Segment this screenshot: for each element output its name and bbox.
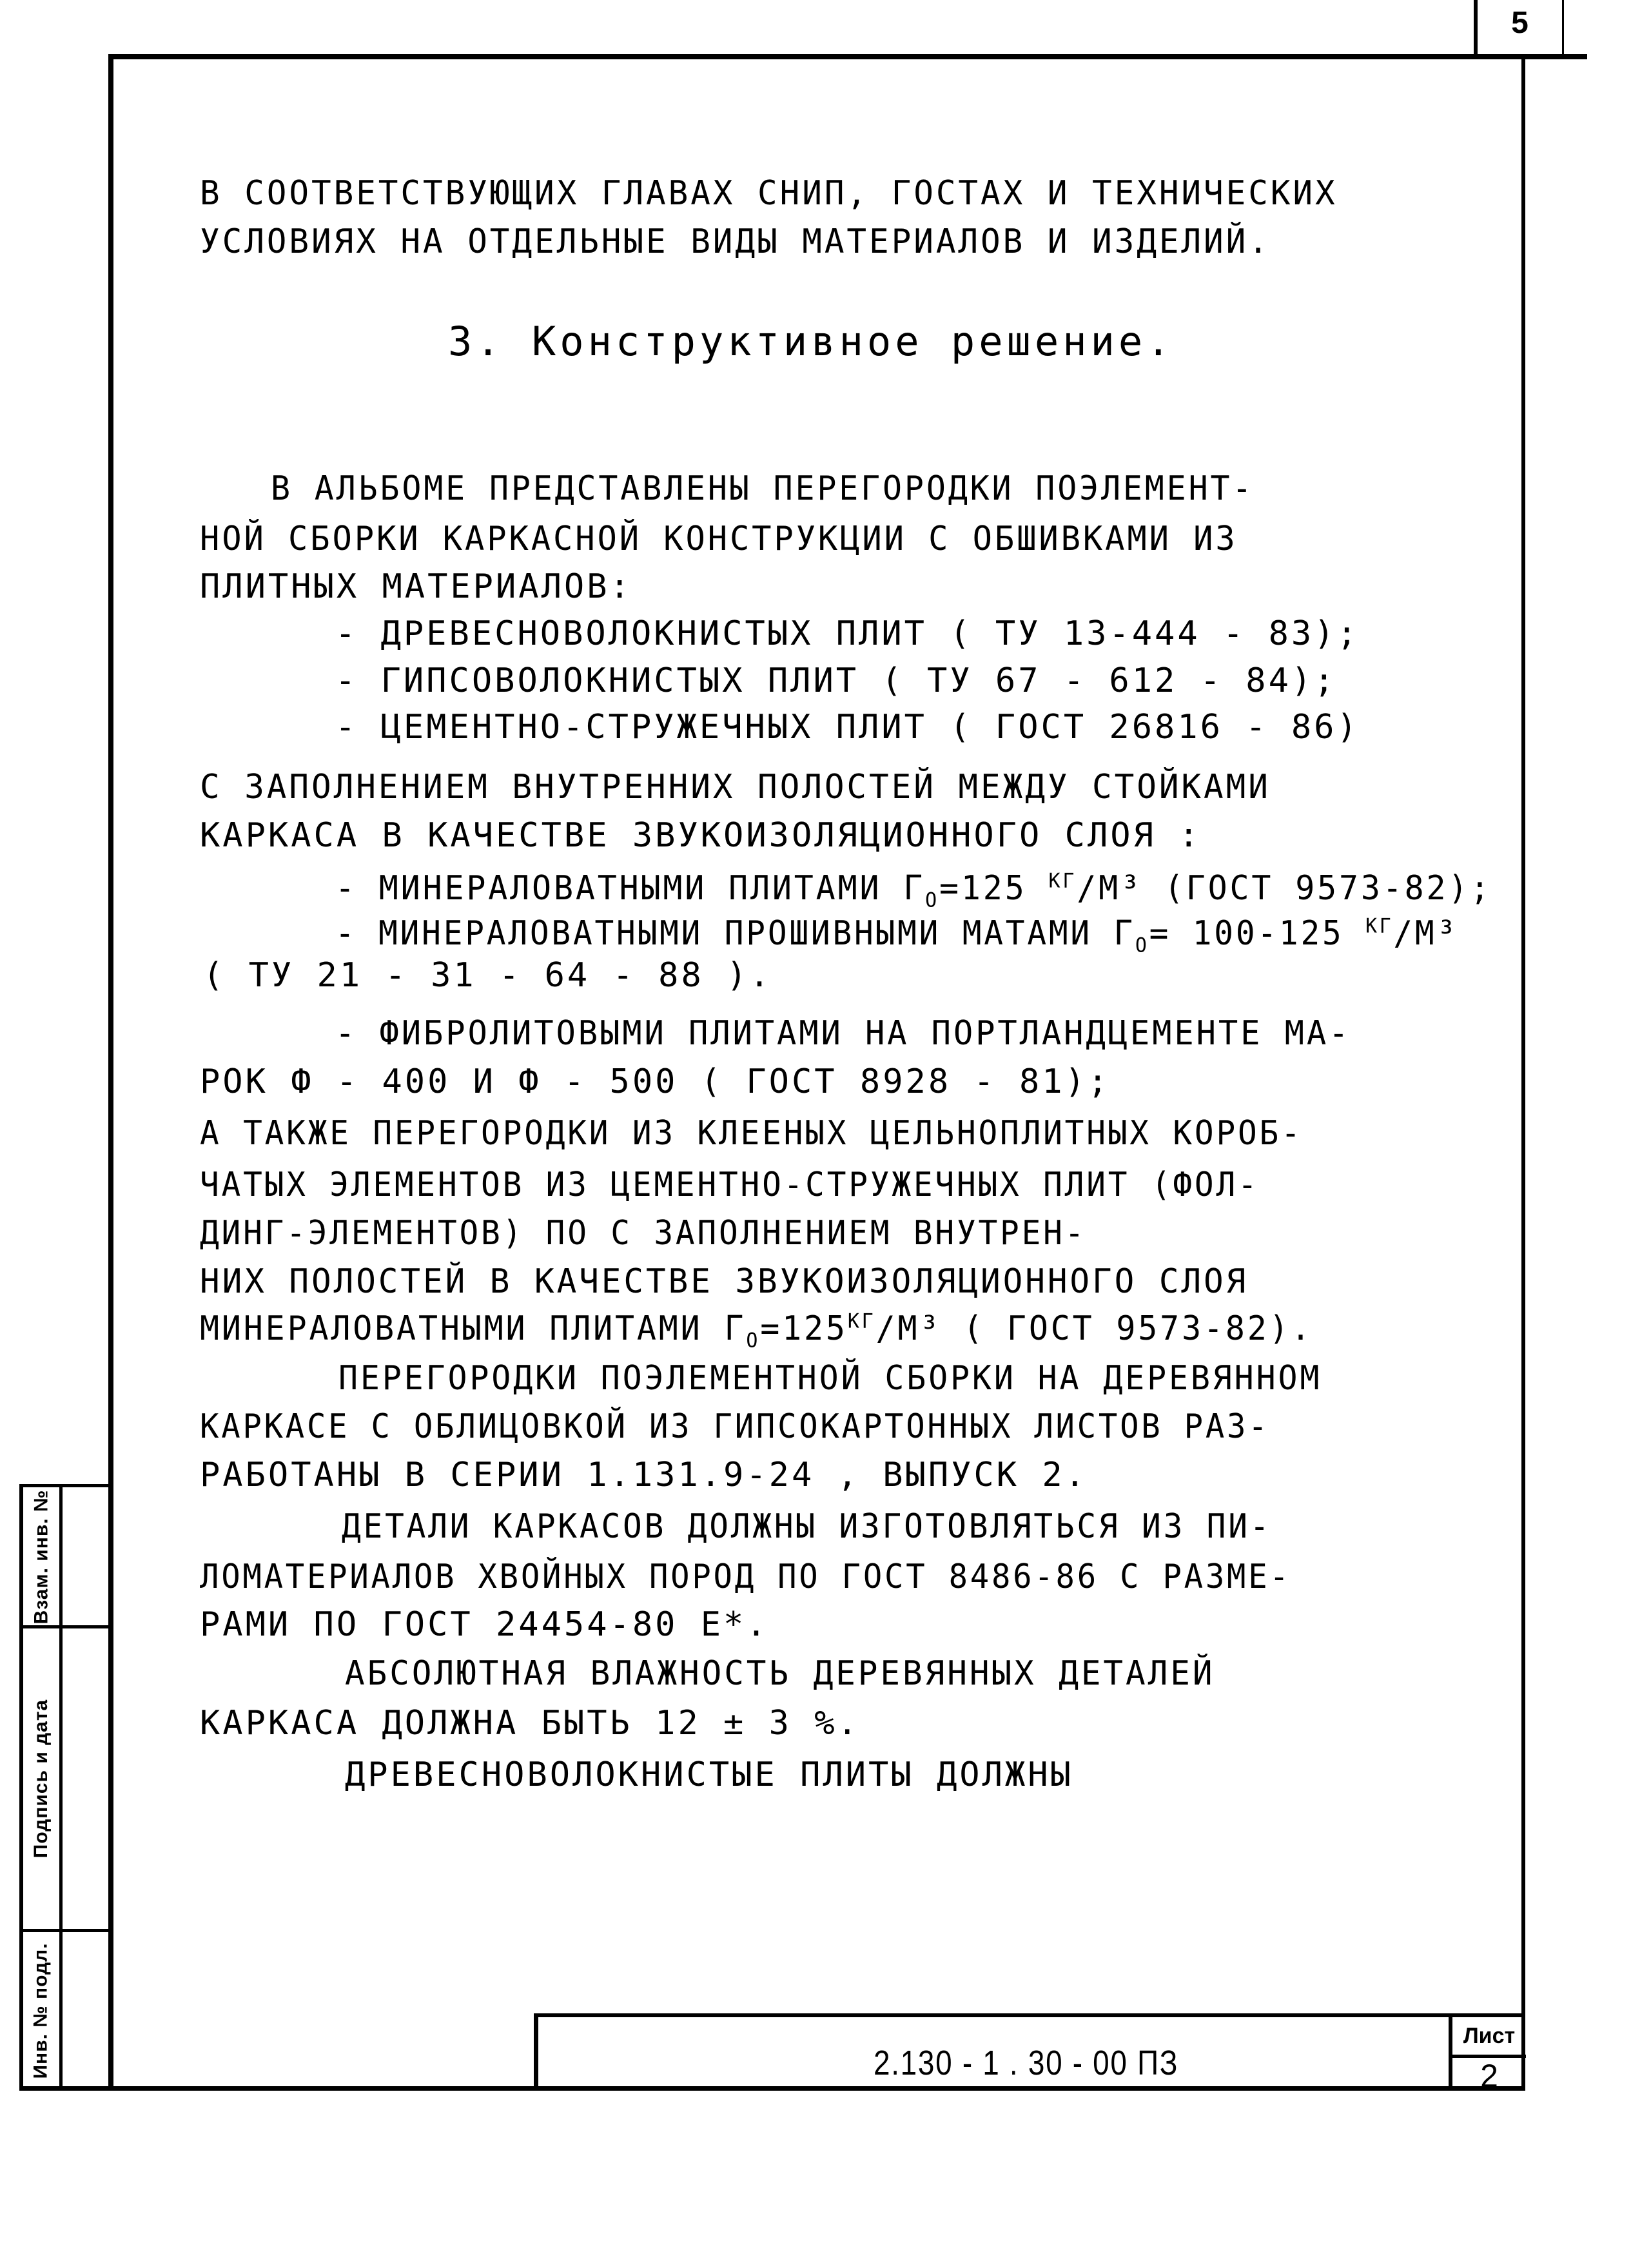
- page-number: 5: [1511, 6, 1529, 40]
- list-item: - ДРЕВЕСНОВОЛОКНИСТЫХ ПЛИТ ( ТУ 13-444 - 83);: [335, 614, 1360, 653]
- item-text: /М³ ( ГОСТ 9573-82).: [875, 1309, 1313, 1348]
- text-line: В СООТВЕТСТВУЮЩИХ ГЛАВАХ СНИП, ГОСТАХ И ТЕХНИЧЕСКИХ: [200, 174, 1338, 213]
- list-item: - ГИПСОВОЛОКНИСТЫХ ПЛИТ ( ТУ 67 - 612 - 84);: [335, 661, 1337, 700]
- density-value: = 100-125: [1149, 914, 1366, 953]
- unit-superscript: КГ: [1365, 914, 1394, 938]
- gamma-subscript: O: [925, 888, 940, 912]
- gamma-subscript: O: [1135, 934, 1149, 957]
- sheet-number: 2: [1480, 2058, 1498, 2094]
- sheet-box: [1449, 2017, 1526, 2094]
- text-line: РАБОТАНЫ В СЕРИИ 1.131.9-24 , ВЫПУСК 2.: [200, 1456, 1088, 1494]
- text-line: А ТАКЖЕ ПЕРЕГОРОДКИ ИЗ КЛЕЕНЫХ ЦЕЛЬНОПЛИТНЫХ КОРОБ-: [200, 1114, 1303, 1153]
- side-stamp: [19, 1484, 113, 2091]
- item-text: - МИНЕРАЛОВАТНЫМИ ПЛИТАМИ Γ: [335, 869, 926, 908]
- text-line: РОК Ф - 400 И Ф - 500 ( ГОСТ 8928 - 81);: [200, 1062, 1111, 1101]
- list-item: - ФИБРОЛИТОВЫМИ ПЛИТАМИ НА ПОРТЛАНДЦЕМЕНТЕ МА-: [335, 1014, 1351, 1053]
- stamp-divider: [59, 1487, 63, 2091]
- text-line: ДЕТАЛИ КАРКАСОВ ДОЛЖНЫ ИЗГОТОВЛЯТЬСЯ ИЗ ПИ-: [342, 1507, 1272, 1546]
- text-line: НОЙ СБОРКИ КАРКАСНОЙ КОНСТРУКЦИИ С ОБШИВКАМИ ИЗ: [200, 520, 1238, 558]
- text-line: [200, 1309, 1313, 1353]
- stamp-cell-signature-date: [23, 1628, 59, 1929]
- title-block: [534, 2013, 1525, 2094]
- text-line: НИХ ПОЛОСТЕЙ В КАЧЕСТВЕ ЗВУКОИЗОЛЯЦИОННОГО СЛОЯ: [200, 1262, 1249, 1301]
- document-code: 2.130 - 1 . 30 - 00 ПЗ: [874, 2044, 1179, 2082]
- unit-superscript: КГ: [847, 1309, 876, 1333]
- page-number-box: [1474, 0, 1564, 57]
- sheet-label: Лист: [1452, 2017, 1526, 2058]
- stamp-cell-original-inv: [23, 1932, 59, 2089]
- stamp-label: Инв. № подл.: [30, 1942, 52, 2079]
- list-item: [335, 914, 1459, 957]
- section-heading: 3. Конструктивное решение.: [448, 318, 1175, 365]
- text-line: ЛОМАТЕРИАЛОВ ХВОЙНЫХ ПОРОД ПО ГОСТ 8486-86 С РАЗМЕ-: [200, 1558, 1291, 1596]
- text-line: В АЛЬБОМЕ ПРЕДСТАВЛЕНЫ ПЕРЕГОРОДКИ ПОЭЛЕМЕНТ-: [271, 469, 1255, 508]
- gamma-subscript: O: [746, 1329, 761, 1353]
- list-item: [335, 869, 1492, 912]
- text-line: АБСОЛЮТНАЯ ВЛАЖНОСТЬ ДЕРЕВЯННЫХ ДЕТАЛЕЙ: [345, 1654, 1215, 1693]
- text-line: ДИНГ-ЭЛЕМЕНТОВ) ПО С ЗАПОЛНЕНИЕМ ВНУТРЕН-: [200, 1214, 1087, 1253]
- text-line: КАРКАСА ДОЛЖНА БЫТЬ 12 ± 3 %.: [200, 1704, 860, 1743]
- text-line: КАРКАСА В КАЧЕСТВЕ ЗВУКОИЗОЛЯЦИОННОГО СЛОЯ :: [200, 816, 1202, 855]
- frame-border-right: [1521, 54, 1525, 2090]
- unit-superscript: КГ: [1048, 869, 1077, 893]
- text-line: РАМИ ПО ГОСТ 24454-80 Е*.: [200, 1605, 769, 1644]
- text-line: ЧАТЫХ ЭЛЕМЕНТОВ ИЗ ЦЕМЕНТНО-СТРУЖЕЧНЫХ ПЛИТ (ФОЛ-: [200, 1166, 1260, 1204]
- item-text: /М³: [1393, 914, 1459, 953]
- item-text: /М³ (ГОСТ 9573-82);: [1077, 869, 1492, 908]
- frame-border-top: [108, 54, 1587, 59]
- text-line: ДРЕВЕСНОВОЛОКНИСТЫЕ ПЛИТЫ ДОЛЖНЫ: [345, 1755, 1073, 1794]
- density-value: =125: [760, 1309, 848, 1348]
- text-line: ПЕРЕГОРОДКИ ПОЭЛЕМЕНТНОЙ СБОРКИ НА ДЕРЕВЯННОМ: [338, 1359, 1322, 1398]
- density-value: =125: [939, 869, 1049, 908]
- text-line: ( ТУ 21 - 31 - 64 - 88 ).: [203, 956, 772, 995]
- text-line: С ЗАПОЛНЕНИЕМ ВНУТРЕННИХ ПОЛОСТЕЙ МЕЖДУ СТОЙКАМИ: [200, 768, 1271, 807]
- stamp-label: Подпись и дата: [30, 1699, 52, 1859]
- text-line: УСЛОВИЯХ НА ОТДЕЛЬНЫЕ ВИДЫ МАТЕРИАЛОВ И ИЗДЕЛИЙ.: [200, 222, 1271, 261]
- text-line: КАРКАСЕ С ОБЛИЦОВКОЙ ИЗ ГИПСОКАРТОННЫХ ЛИСТОВ РАЗ-: [200, 1407, 1270, 1446]
- text-line: ПЛИТНЫХ МАТЕРИАЛОВ:: [200, 567, 632, 606]
- stamp-label: Взам. инв. №: [30, 1489, 52, 1624]
- item-text: - МИНЕРАЛОВАТНЫМИ ПРОШИВНЫМИ МАТАМИ Γ: [335, 914, 1136, 953]
- list-item: - ЦЕМЕНТНО-СТРУЖЕЧНЫХ ПЛИТ ( ГОСТ 26816 - 86): [335, 708, 1360, 747]
- stamp-cell-replacement-inv: [23, 1487, 59, 1626]
- item-text: МИНЕРАЛОВАТНЫМИ ПЛИТАМИ Γ: [200, 1309, 747, 1348]
